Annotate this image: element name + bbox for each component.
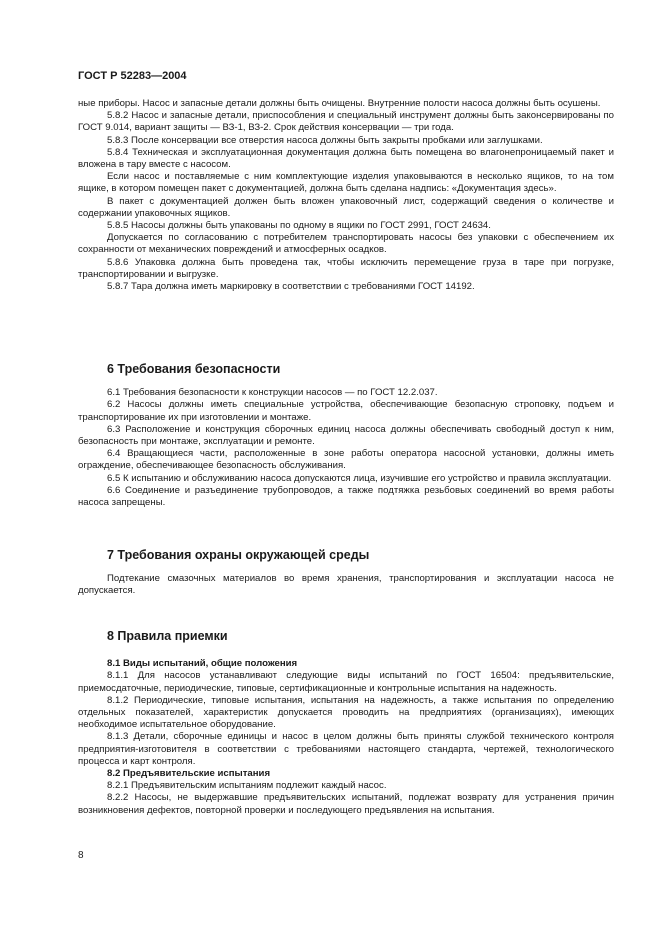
- paragraph: 8.1.1 Для насосов устанавливают следующие виды испытаний по ГОСТ 16504: предъявительские, приемосдаточные, периодические, типовые, сертификационные и контрольные испытания на надежность.: [78, 670, 614, 694]
- paragraph: 6.3 Расположение и конструкция сборочных единиц насоса должны обеспечивать свободный доступ к ним, безопасность при монтаже, эксплуатации и ремонте.: [78, 423, 614, 448]
- paragraph: Если насос и поставляемые с ним комплектующие изделия упаковываются в несколько ящиков, то на том ящике, в котором помещен пакет с документацией, должна быть сделана надпись: «Документация здесь».: [78, 171, 614, 195]
- paragraph: 5.8.4 Техническая и эксплуатационная документация должна быть помещена во влагонепроницаемый пакет и вложена в тару вместе с насосом.: [78, 146, 614, 171]
- paragraph: 5.8.3 После консервации все отверстия насоса должны быть закрыты пробками или заглушками.: [107, 134, 543, 146]
- paragraph: 6.4 Вращающиеся части, расположенные в зоне работы оператора насосной установки, должны иметь ограждение, обеспечивающее безопасность обслуживания.: [78, 448, 614, 472]
- section-7: [78, 549, 614, 598]
- paragraph: 5.8.6 Упаковка должна быть проведена так, чтобы исключить перемещение груза в таре при погрузке, транспортировании и выгрузке.: [78, 256, 614, 280]
- paragraph: Допускается по согласованию с потребителем транспортировать насосы без упаковки с обеспечением их сохранности от механических повреждений и атмосферных осадков.: [78, 232, 614, 256]
- paragraph: 6.6 Соединение и разъединение трубопроводов, а также подтяжка резьбовых соединений во время работы насоса запрещены.: [78, 484, 614, 509]
- paragraph: 6.5 К испытанию и обслуживанию насоса допускаются лица, изучившие его устройство и правила эксплуатации.: [107, 472, 612, 484]
- page-header: ГОСТ Р 52283—2004: [78, 70, 187, 82]
- paragraph: 6.2 Насосы должны иметь специальные устройства, обеспечивающие безопасную строповку, подъем и транспортирование их при изготовлении и монтаже.: [78, 399, 614, 423]
- subsection-title: 8.2 Предъявительские испытания: [107, 768, 271, 780]
- section-title: 7 Требования охраны окружающей среды: [107, 548, 370, 562]
- paragraph: 8.2.1 Предъявительским испытаниям подлежит каждый насос.: [107, 780, 387, 792]
- paragraph: 5.8.7 Тара должна иметь маркировку в соответствии с требованиями ГОСТ 14192.: [107, 281, 475, 293]
- paragraph: В пакет с документацией должен быть вложен упаковочный лист, содержащий сведения о количестве и содержании упаковочных ящиков.: [78, 195, 614, 219]
- page-number: 8: [78, 850, 84, 861]
- section-8: [78, 630, 614, 817]
- paragraph: 8.1.2 Периодические, типовые испытания, испытания на надежность, а также испытания по определению отдельных показателей, характеристик допускается проводить на предприятиях (организациях), имеющих необходимое испытательное оборудование.: [78, 694, 614, 731]
- paragraph: 5.8.5 Насосы должны быть упакованы по одному в ящики по ГОСТ 2991, ГОСТ 24634.: [107, 220, 491, 232]
- paragraph: Подтекание смазочных материалов во время хранения, транспортирования и эксплуатации насоса не допускается.: [78, 573, 614, 597]
- section-title: 8 Правила приемки: [107, 629, 228, 643]
- paragraph: 6.1 Требования безопасности к конструкции насосов — по ГОСТ 12.2.037.: [107, 387, 438, 399]
- paragraph: 8.1.3 Детали, сборочные единицы и насос в целом должны быть приняты службой технического контроля предприятия-изготовителя в соответствии с требованиями настоящего стандарта, чертежей, технологического процесса и карт контроля.: [78, 731, 614, 767]
- paragraph: ные приборы. Насос и запасные детали должны быть очищены. Внутренние полости насоса должны быть осушены.: [78, 98, 601, 109]
- section-6: [78, 363, 614, 509]
- packing-block: [78, 98, 614, 293]
- subsection-title: 8.1 Виды испытаний, общие положения: [107, 658, 298, 670]
- paragraph: 5.8.2 Насос и запасные детали, приспособления и специальный инструмент должны быть законсервированы по ГОСТ 9.014, вариант защиты — ВЗ-1, ВЗ-2. Срок действия консервации — три года.: [78, 110, 614, 134]
- section-title: 6 Требования безопасности: [107, 362, 281, 376]
- paragraph: 8.2.2 Насосы, не выдержавшие предъявительских испытаний, подлежат возврату для устранения причин возникновения дефектов, повторной проверки и последующего предъявления на испытания.: [78, 792, 614, 816]
